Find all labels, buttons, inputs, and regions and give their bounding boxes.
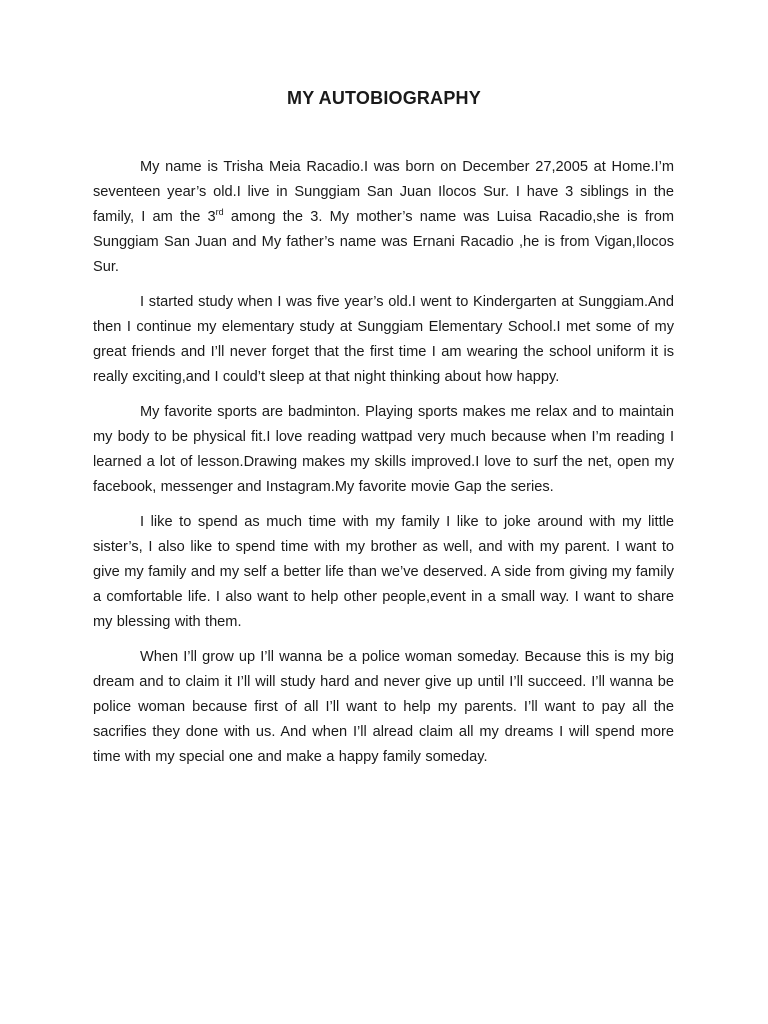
paragraph-intro bbox=[93, 155, 674, 280]
paragraph-family: I like to spend as much time with my family I like to joke around with my little sister’s, I also like to spend time with my brother as well, and with my parent. I want to give my family and my self a better life than we’ve deserved. A side from giving my family a comfortable life. I also want to help other people,event in a small way. I want to share my blessing with them. bbox=[93, 514, 674, 630]
paragraph-hobbies: My favorite sports are badminton. Playing sports makes me relax and to maintain my body to be physical fit.I love reading wattpad very much because when I’m reading I learned a lot of lesson.Drawing makes my skills improved.I love to surf the net, open my facebook, messenger and Instagram.My favorite movie Gap the series. bbox=[93, 404, 674, 495]
paragraph-intro-text-a: My name is Trisha Meia Racadio.I was born on December 27,2005 at Home.I’m seventeen year’s old.I live in Sunggiam San Juan Ilocos Sur. I have 3 siblings in the family, I am the 3 bbox=[93, 159, 674, 225]
document-body bbox=[93, 155, 674, 780]
paragraph-intro-text-b: among the 3. My mother’s name was Luisa Racadio,she is from Sunggiam San Juan and My father’s name was Ernani Racadio ,he is from Vigan,Ilocos Sur. bbox=[93, 209, 675, 275]
document-title: MY AUTOBIOGRAPHY bbox=[287, 88, 481, 108]
paragraph-dreams: When I’ll grow up I’ll wanna be a police woman someday. Because this is my big dream and to claim it I’ll will study hard and never give up until I’ll succeed. I’ll wanna be police woman because first of all I’ll want to help my parents. I’ll want to pay all the sacrifies they done with us. And when I’ll alread claim all my dreams I will spend more time with my special one and make a happy family someday. bbox=[93, 649, 674, 765]
paragraph-education: I started study when I was five year’s old.I went to Kindergarten at Sunggiam.And then I continue my elementary study at Sunggiam Elementary School.I met some of my great friends and I’ll never forget that the first time I am wearing the school uniform it is really exciting,and I could’t sleep at that night thinking about how happy. bbox=[93, 294, 674, 385]
ordinal-suffix: rd bbox=[215, 207, 224, 218]
